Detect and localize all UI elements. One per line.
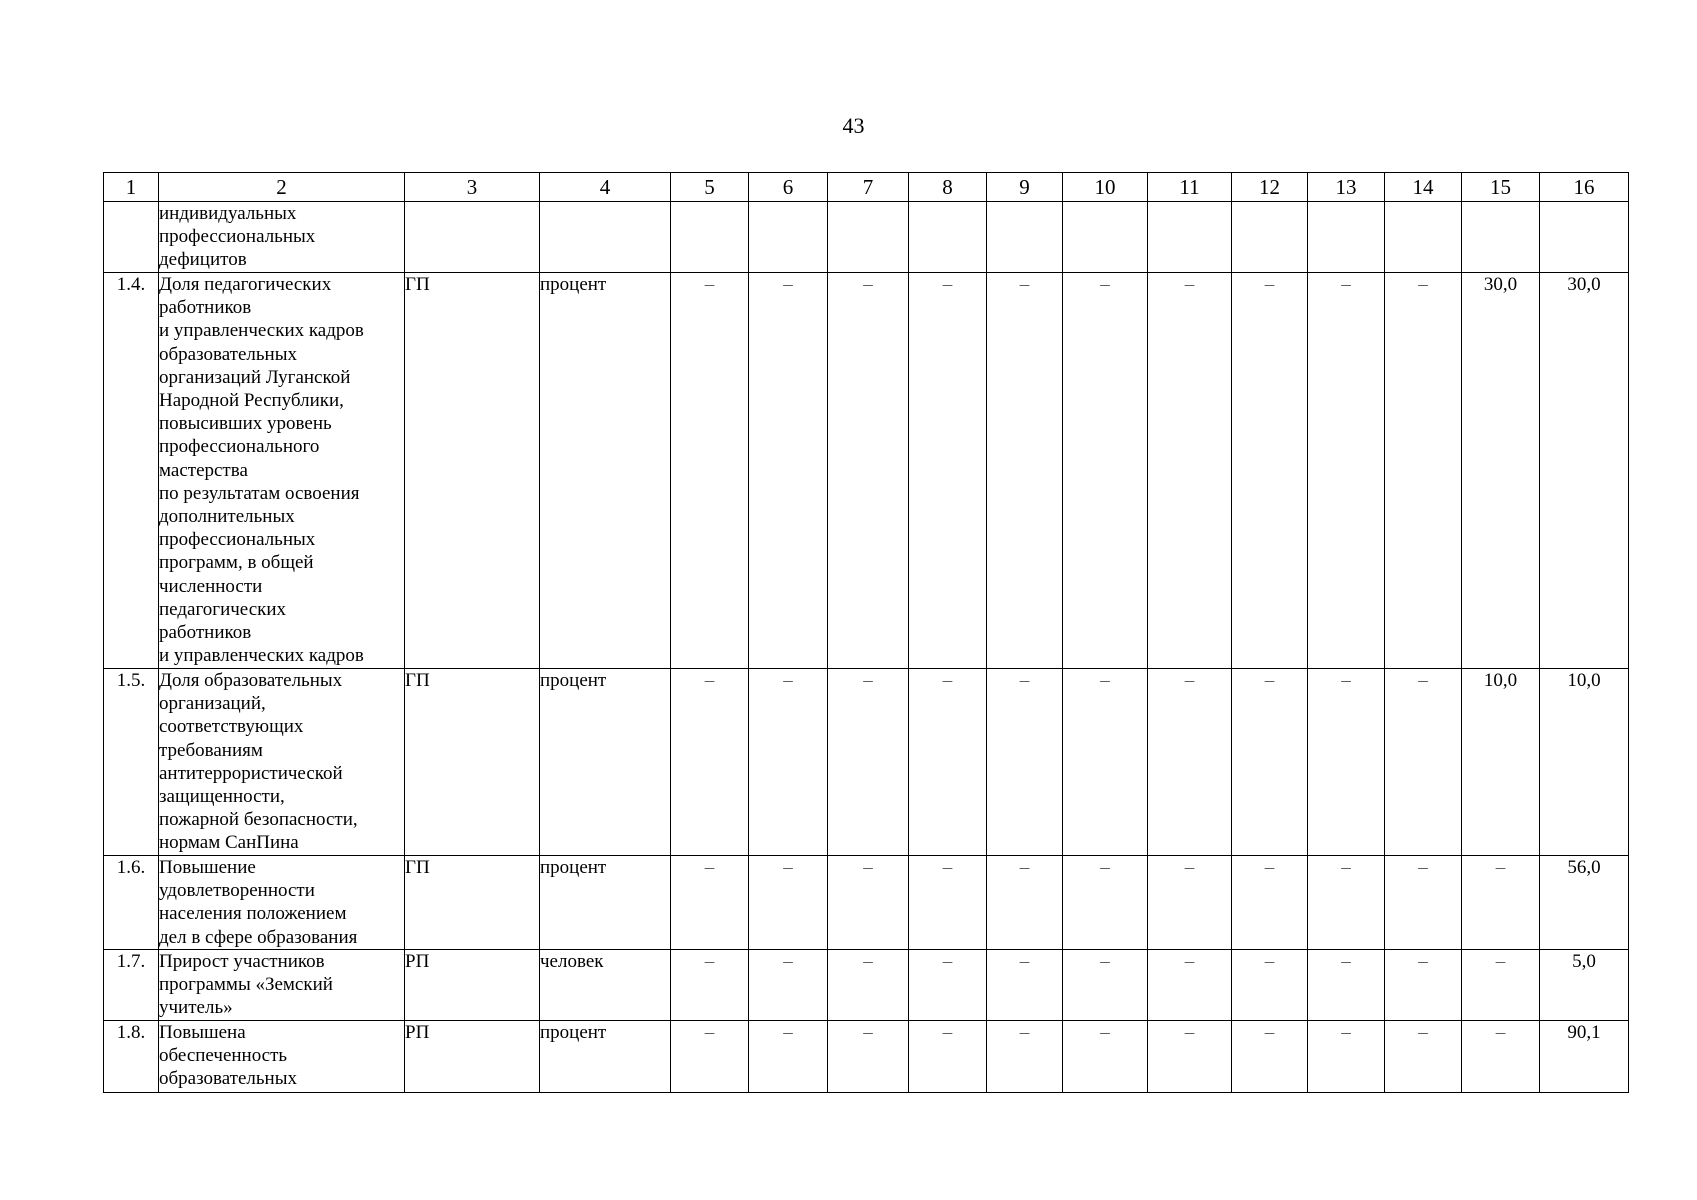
value-cell-col-13 xyxy=(1308,202,1385,273)
value-cell-col-9: – xyxy=(987,1021,1063,1093)
indicator-name-line: Народной Республики, xyxy=(159,390,344,412)
value-cell-col-8: – xyxy=(909,1021,987,1093)
indicator-unit: процент xyxy=(540,1021,671,1093)
value-cell-col-12: – xyxy=(1232,669,1308,856)
indicator-name-line: нормам СанПина xyxy=(159,832,299,854)
page-number: 43 xyxy=(842,113,865,138)
column-header-6: 6 xyxy=(749,173,828,202)
value-cell-col-10: – xyxy=(1063,1021,1148,1093)
value-cell-col-7: – xyxy=(828,950,909,1021)
value-cell-col-14 xyxy=(1385,202,1462,273)
value-cell-col-7: – xyxy=(828,1021,909,1093)
value-cell-col-5: – xyxy=(671,856,749,950)
table-row xyxy=(104,202,1629,273)
value-cell-col-11: – xyxy=(1148,856,1232,950)
value-cell-col-10: – xyxy=(1063,950,1148,1021)
value-cell-col-7 xyxy=(828,202,909,273)
value-cell-col-6: – xyxy=(749,669,828,856)
column-header-5: 5 xyxy=(671,173,749,202)
value-cell-col-8: – xyxy=(909,856,987,950)
value-cell-col-13: – xyxy=(1308,856,1385,950)
value-cell-col-14: – xyxy=(1385,273,1462,669)
indicator-name-line: образовательных xyxy=(159,1068,297,1090)
value-cell-col-9: – xyxy=(987,950,1063,1021)
value-cell-col-5: – xyxy=(671,273,749,669)
value-cell-col-7: – xyxy=(828,669,909,856)
value-cell-col-12: – xyxy=(1232,1021,1308,1093)
indicator-unit xyxy=(540,202,671,273)
value-cell-col-15: – xyxy=(1462,856,1540,950)
column-header-11: 11 xyxy=(1148,173,1232,202)
column-header-12: 12 xyxy=(1232,173,1308,202)
indicator-name-line: требованиям xyxy=(159,739,263,761)
indicator-name-line: пожарной безопасности, xyxy=(159,809,358,831)
indicator-name-line: образовательных xyxy=(159,343,297,365)
value-cell-col-6: – xyxy=(749,1021,828,1093)
value-cell-col-11: – xyxy=(1148,669,1232,856)
value-cell-col-5: – xyxy=(671,950,749,1021)
value-cell-col-12 xyxy=(1232,202,1308,273)
indicator-name-line: программ, в общей xyxy=(159,552,314,574)
indicator-name-line: Повышение xyxy=(159,857,256,878)
value-cell-col-16: 30,0 xyxy=(1540,273,1629,669)
row-number: 1.6. xyxy=(104,856,159,950)
indicator-name-line: мастерства xyxy=(159,459,248,481)
indicator-name-line: организаций Луганской xyxy=(159,366,351,388)
table-row xyxy=(104,950,1629,1021)
indicator-name-line: организаций, xyxy=(159,693,266,715)
table-row xyxy=(104,669,1629,856)
indicator-source: РП xyxy=(405,950,540,1021)
value-cell-col-13: – xyxy=(1308,950,1385,1021)
indicator-name-line: и управленческих кадров xyxy=(159,320,364,342)
indicator-name-line: численности xyxy=(159,575,263,597)
value-cell-col-14: – xyxy=(1385,856,1462,950)
column-header-7: 7 xyxy=(828,173,909,202)
indicator-unit: процент xyxy=(540,669,671,856)
column-header-14: 14 xyxy=(1385,173,1462,202)
column-header-10: 10 xyxy=(1063,173,1148,202)
value-cell-col-6: – xyxy=(749,950,828,1021)
indicator-source: ГП xyxy=(405,669,540,856)
table-body xyxy=(104,202,1629,1093)
indicator-source: ГП xyxy=(405,856,540,950)
indicator-name-line: учитель» xyxy=(159,997,233,1019)
indicator-name xyxy=(159,669,405,856)
value-cell-col-10: – xyxy=(1063,856,1148,950)
indicator-name-line: профессиональных xyxy=(159,226,316,248)
indicator-name xyxy=(159,273,405,669)
value-cell-col-13: – xyxy=(1308,669,1385,856)
value-cell-col-16: 90,1 xyxy=(1540,1021,1629,1093)
value-cell-col-11: – xyxy=(1148,950,1232,1021)
column-header-8: 8 xyxy=(909,173,987,202)
indicator-source: РП xyxy=(405,1021,540,1093)
column-header-2: 2 xyxy=(159,173,405,202)
row-number: 1.4. xyxy=(104,273,159,669)
indicator-name-line: работников xyxy=(159,297,252,319)
column-header-1: 1 xyxy=(104,173,159,202)
value-cell-col-16: 56,0 xyxy=(1540,856,1629,950)
column-header-16: 16 xyxy=(1540,173,1629,202)
indicator-name-line: педагогических xyxy=(159,598,287,620)
value-cell-col-10: – xyxy=(1063,273,1148,669)
indicator-unit: человек xyxy=(540,950,671,1021)
column-header-4: 4 xyxy=(540,173,671,202)
value-cell-col-11: – xyxy=(1148,273,1232,669)
value-cell-col-5 xyxy=(671,202,749,273)
column-header-15: 15 xyxy=(1462,173,1540,202)
value-cell-col-16 xyxy=(1540,202,1629,273)
indicator-name-line: обеспеченность xyxy=(159,1045,288,1067)
value-cell-col-6 xyxy=(749,202,828,273)
column-header-9: 9 xyxy=(987,173,1063,202)
table-row xyxy=(104,856,1629,950)
indicator-name-line: дел в сфере образования xyxy=(159,926,358,948)
value-cell-col-8: – xyxy=(909,669,987,856)
value-cell-col-12: – xyxy=(1232,950,1308,1021)
row-number: 1.8. xyxy=(104,1021,159,1093)
column-header-13: 13 xyxy=(1308,173,1385,202)
value-cell-col-10: – xyxy=(1063,669,1148,856)
indicator-name xyxy=(159,950,405,1021)
value-cell-col-14: – xyxy=(1385,1021,1462,1093)
indicator-name-line: Доля образовательных xyxy=(159,670,343,691)
value-cell-col-15: 10,0 xyxy=(1462,669,1540,856)
indicator-name-line: защищенности, xyxy=(159,786,285,808)
row-number xyxy=(104,202,159,273)
row-number: 1.7. xyxy=(104,950,159,1021)
indicator-unit: процент xyxy=(540,273,671,669)
value-cell-col-10 xyxy=(1063,202,1148,273)
row-number: 1.5. xyxy=(104,669,159,856)
value-cell-col-15: 30,0 xyxy=(1462,273,1540,669)
value-cell-col-13: – xyxy=(1308,1021,1385,1093)
indicator-name-line: населения положением xyxy=(159,903,347,925)
value-cell-col-7: – xyxy=(828,856,909,950)
indicator-name-line: Повышена xyxy=(159,1022,246,1043)
indicator-name-line: удовлетворенности xyxy=(159,880,315,902)
value-cell-col-14: – xyxy=(1385,950,1462,1021)
header-row xyxy=(104,173,1629,202)
indicator-name xyxy=(159,202,405,273)
value-cell-col-12: – xyxy=(1232,856,1308,950)
indicator-name-line: работников xyxy=(159,622,252,644)
indicator-name-line: антитеррористической xyxy=(159,762,343,784)
indicators-table xyxy=(103,172,1629,1093)
value-cell-col-5: – xyxy=(671,1021,749,1093)
value-cell-col-16: 10,0 xyxy=(1540,669,1629,856)
indicator-name-line: Прирост участников xyxy=(159,951,325,972)
indicator-name-line: соответствующих xyxy=(159,716,304,738)
indicator-name-line: и управленческих кадров xyxy=(159,645,364,667)
indicator-source: ГП xyxy=(405,273,540,669)
value-cell-col-9: – xyxy=(987,273,1063,669)
indicator-name-line: профессионального xyxy=(159,436,320,458)
value-cell-col-16: 5,0 xyxy=(1540,950,1629,1021)
value-cell-col-12: – xyxy=(1232,273,1308,669)
indicator-name-line: программы «Земский xyxy=(159,974,333,996)
value-cell-col-11: – xyxy=(1148,1021,1232,1093)
value-cell-col-9: – xyxy=(987,669,1063,856)
value-cell-col-13: – xyxy=(1308,273,1385,669)
column-header-3: 3 xyxy=(405,173,540,202)
value-cell-col-15 xyxy=(1462,202,1540,273)
indicator-name-line: Доля педагогических xyxy=(159,274,332,295)
value-cell-col-8 xyxy=(909,202,987,273)
indicator-name-line: повысивших уровень xyxy=(159,413,332,435)
indicator-name-line: дефицитов xyxy=(159,249,247,271)
value-cell-col-5: – xyxy=(671,669,749,856)
indicator-name-line: по результатам освоения xyxy=(159,482,360,504)
value-cell-col-7: – xyxy=(828,273,909,669)
value-cell-col-6: – xyxy=(749,856,828,950)
indicator-name xyxy=(159,1021,405,1093)
table-row xyxy=(104,273,1629,669)
indicator-name-line: профессиональных xyxy=(159,529,316,551)
indicator-unit: процент xyxy=(540,856,671,950)
value-cell-col-15: – xyxy=(1462,950,1540,1021)
indicator-name-line: дополнительных xyxy=(159,506,295,528)
table-row xyxy=(104,1021,1629,1093)
value-cell-col-11 xyxy=(1148,202,1232,273)
value-cell-col-9 xyxy=(987,202,1063,273)
indicator-name-line: индивидуальных xyxy=(159,203,297,224)
indicator-source xyxy=(405,202,540,273)
value-cell-col-9: – xyxy=(987,856,1063,950)
indicator-name xyxy=(159,856,405,950)
value-cell-col-8: – xyxy=(909,950,987,1021)
value-cell-col-8: – xyxy=(909,273,987,669)
value-cell-col-15: – xyxy=(1462,1021,1540,1093)
value-cell-col-14: – xyxy=(1385,669,1462,856)
value-cell-col-6: – xyxy=(749,273,828,669)
